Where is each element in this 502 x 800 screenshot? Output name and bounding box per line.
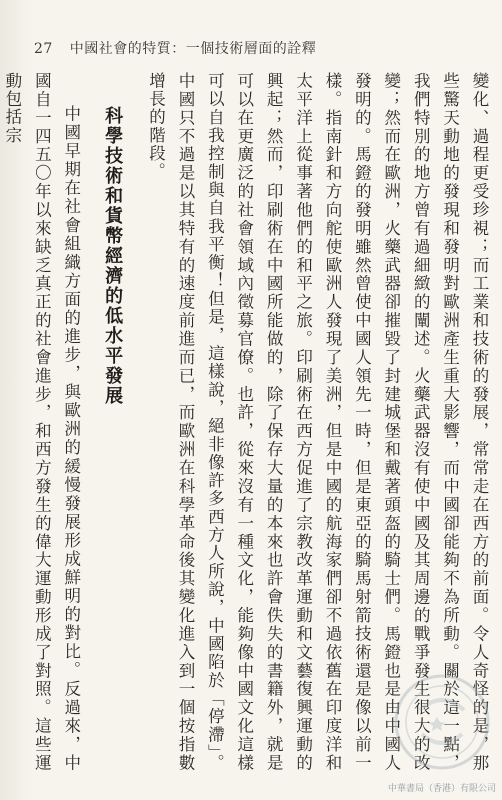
watermark-text: 中華書局（香港）有限公司 xyxy=(387,784,496,794)
running-head xyxy=(34,38,316,58)
section-heading: 科學技術和貨幣經濟的低水平發展 xyxy=(102,106,124,406)
running-head-title: 中國社會的特質：一個技術層面的詮釋 xyxy=(69,41,317,57)
page-number: 27 xyxy=(34,41,53,57)
body-text xyxy=(2,72,494,772)
paragraph: 中國早期在社會組織方面的進步，與歐洲的緩慢發展形成鮮明的對比。反過來，中國自一四五〇年以來缺乏真正的社會進步，和西方發生的偉大運動形成了對照。這些運動包括宗 xyxy=(2,72,81,772)
paragraph-continued: 變化、過程更受珍視；而工業和技術的發展，常常走在西方的前面。令人奇怪的是，那些驚天動地的發現和發明對歐洲產生重大影響，而中國卻能夠不為所動。關於這一點，我們特別的地方曾有過細緻的闡述。火藥武器沒有使中國及其周邊的戰爭發生很大的改變；然而在歐洲，火藥武器卻摧毀了封建城堡和戴著頭盔的騎士們。馬鐙也是由中國人發明的。馬鐙的發明雖然曾使中國人領先一時，但是東亞的騎馬射箭技術還是像以前一樣。指南針和方向舵使歐洲人發現了美洲，但是中國的航海家們卻不過依舊在印度洋和太平洋上從事著他們的和平之旅。印刷術在西方促進了宗教改革運動和文藝復興運動的興起；然而，印刷術在中國所能做的，除了保存大量的本來也許會佚失的書籍外，就是可以在更廣泛的社會領域內徵募官僚。也許，從來沒有一種文化，能夠像中國文化這樣可以自我控制與自我平衡！但是，這樣說，絕非像許多西方人所說，中國陷於「停滯」。中國只不過是以其特有的速度前進而已，而歐洲在科學革命後其變化進入到一個按指數增長的階段。 xyxy=(146,72,489,772)
